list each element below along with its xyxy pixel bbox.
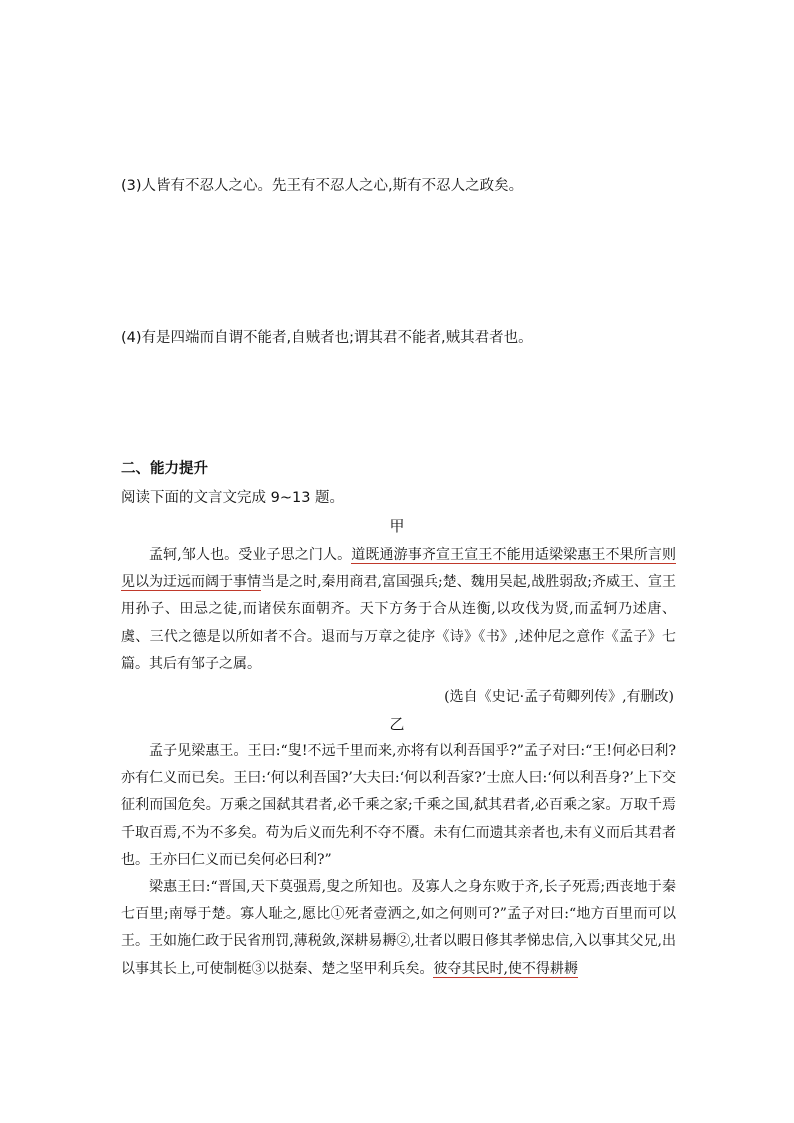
passage-yi-label: 乙	[389, 715, 405, 733]
question-3: (3)人皆有不忍人之心。先王有不忍人之心,斯有不忍人之政矣。	[121, 178, 524, 194]
underlined-sentence-2: 彼夺其民时,使不得耕耨	[433, 960, 578, 977]
passage-yi-paragraph-2	[121, 874, 676, 983]
passage-jia	[121, 542, 676, 678]
passage-jia-paragraph	[121, 542, 676, 678]
question-4: (4)有是四端而自谓不能者,自贼者也;谓其君不能者,贼其君者也。	[121, 330, 533, 346]
underlined-sentence-1: 道既通游事齐宣王宣王不能用适梁梁惠王不果所言则见以为迂远而阔于事情	[121, 547, 676, 591]
passage-yi-paragraph-1: 孟子见梁惠王。王曰:“叟!不远千里而来,亦将有以利吾国乎?”孟子对曰:“王!何必曰利?亦有仁义而已矣。王曰:‘何以利吾国?’大夫曰:‘何以利吾家?’士庶人曰:‘何以利吾身?’上下交征利而国危矣。万乘之国弑其君者,必千乘之家;千乘之国,弑其君者,必百乘之家。万取千焉千取百焉,不为不多矣。苟为后义而先利不夺不餍。未有仁而遗其亲者也,未有义而后其君者也。王亦曰仁义而已矣何必曰利?”	[121, 743, 676, 868]
passage-yi-text: 梁惠王曰:“晋国,天下莫强焉,叟之所知也。及寡人之身东败于齐,长子死焉;西丧地于秦七百里;南辱于楚。寡人耻之,愿比①死者壹洒之,如之何则可?”孟子对曰:“地方百里而可以王。王如施仁政于民省刑罚,薄税敛,深耕易耨②,壮者以暇日修其孝悌忠信,入以事其父兄,出以事其长上,可使制梃③以挞秦、楚之坚甲利兵矣。	[121, 879, 676, 977]
passage-jia-text-2: 当是之时,秦用商君,富国强兵;楚、魏用吴起,战胜弱敌;齐威王、宣王用孙子、田忌之徒,而诸侯东面朝齐。天下方务于合从连衡,以攻伐为贤,而孟轲乃述唐、虞、三代之德是以所如者不合。退而与万章之徒序《诗》《书》,述仲尼之意作《孟子》七篇。其后有邹子之属。	[121, 574, 676, 672]
reading-instruction: 阅读下面的文言文完成 9~13 题。	[121, 490, 345, 506]
passage-jia-text-1: 孟轲,邹人也。受业子思之门人。	[149, 547, 352, 563]
passage-jia-source: (选自《史记·孟子荀卿列传》,有删改)	[444, 689, 674, 705]
passage-jia-label: 甲	[389, 517, 405, 535]
passage-yi	[121, 738, 676, 983]
section-heading: 二、能力提升	[121, 461, 208, 477]
